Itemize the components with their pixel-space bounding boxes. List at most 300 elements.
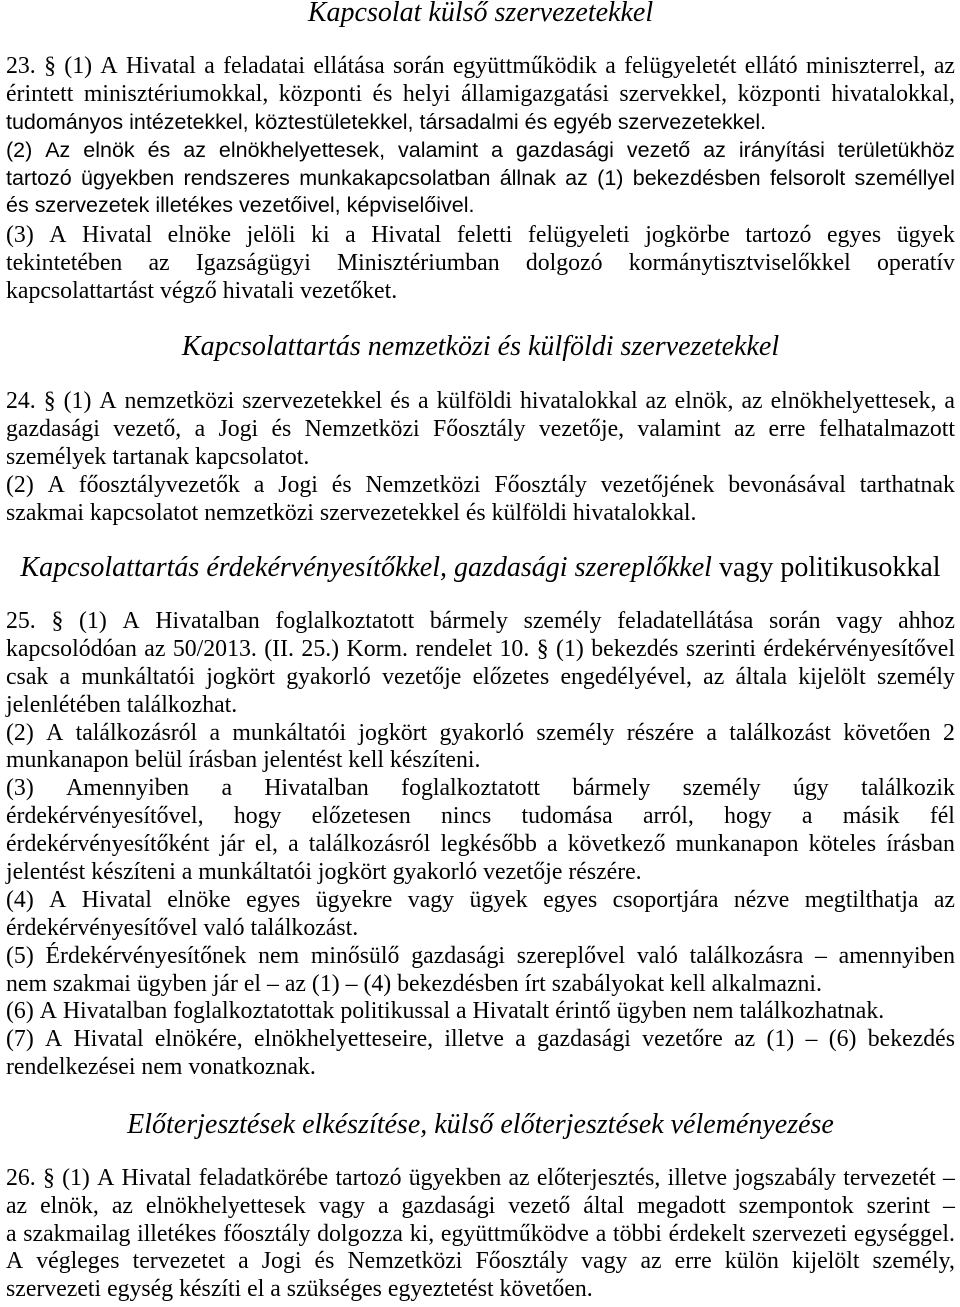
- word: az: [640, 1248, 662, 1275]
- word: együttműködik: [452, 53, 597, 79]
- word: (4): [363, 970, 392, 997]
- word: szerint: [866, 1192, 931, 1219]
- word: Hivatalban: [155, 607, 260, 634]
- section-heading-international: Kapcsolattartás nemzetközi és külföldi szervezetekkel: [181, 331, 780, 363]
- word: tudomása: [521, 803, 613, 830]
- word: miniszterrel,: [805, 53, 926, 79]
- word: külön: [724, 1248, 779, 1275]
- word: és: [524, 109, 548, 134]
- word: Hivatalt: [472, 998, 550, 1025]
- word: valamint: [637, 415, 721, 442]
- paragraph-line: [6, 53, 955, 81]
- word: bármely: [429, 607, 508, 634]
- word: vezetője: [483, 858, 563, 885]
- paragraph-line: [6, 500, 955, 528]
- word: 23.: [6, 53, 36, 79]
- word: Hivatal: [125, 53, 196, 79]
- word: ügyek: [469, 886, 528, 913]
- word: bekezdésben: [397, 970, 519, 997]
- word: szabályokat: [551, 970, 665, 997]
- word: tartozó: [6, 165, 72, 190]
- word: Hivatal: [121, 1164, 192, 1191]
- word: államigazgatási: [460, 80, 609, 107]
- word: Nemzetközi: [347, 1248, 463, 1275]
- word: a: [181, 858, 193, 885]
- word: egyes: [543, 886, 598, 913]
- paragraph-line: [6, 831, 955, 859]
- paragraph-line: [6, 250, 955, 278]
- word: megadott: [637, 1192, 726, 1219]
- word: ügyben: [136, 970, 207, 997]
- word: vezetőivel,: [239, 193, 341, 218]
- word: (5): [6, 942, 34, 969]
- section-heading-lobbying: [6, 553, 955, 583]
- word: amennyiben: [838, 942, 955, 969]
- word: illetékes: [155, 193, 234, 218]
- word: helyi: [402, 80, 451, 107]
- word: szakmai: [52, 970, 131, 997]
- word: (3): [6, 775, 34, 802]
- word: az: [703, 137, 726, 162]
- word: szerinti: [685, 635, 756, 662]
- paragraph-line: [6, 388, 955, 416]
- paragraph-23-3: [6, 222, 955, 306]
- word: munkáltatói: [232, 719, 347, 746]
- word: nem: [258, 942, 300, 969]
- word: úgy: [793, 775, 829, 802]
- word: a: [209, 719, 221, 746]
- word: munkáltatói: [81, 663, 196, 690]
- word: Jogi: [218, 415, 259, 442]
- word: szervezetekkel.: [617, 109, 767, 134]
- word: Korm.: [346, 635, 408, 662]
- word: fél: [929, 803, 955, 830]
- word: szervezetek: [34, 193, 150, 218]
- word: központi: [737, 80, 821, 107]
- paragraph-line: [6, 915, 955, 943]
- word: –: [942, 1192, 955, 1219]
- word: tekintetében: [6, 250, 123, 277]
- word: felügyeletét: [624, 53, 737, 79]
- word: készíti: [179, 1276, 242, 1303]
- word: hogy: [233, 803, 282, 830]
- word: hivatalokkal.: [572, 499, 697, 526]
- word: készíteni.: [389, 747, 481, 774]
- word: vezetőjének: [600, 471, 715, 498]
- word: §: [42, 1164, 55, 1191]
- word: munkáltatói: [198, 858, 312, 885]
- word: írásban: [188, 747, 258, 774]
- word: a: [944, 388, 955, 415]
- word: foglalkoztatott: [401, 775, 540, 802]
- word: előzetes: [472, 663, 550, 690]
- word: való: [203, 914, 245, 941]
- word: elnökhelyettesek,: [218, 137, 386, 162]
- word: érdekérvényesítőként: [6, 831, 210, 858]
- word: kijelölt: [798, 663, 866, 690]
- word: vezetője: [382, 663, 462, 690]
- word: belül: [134, 747, 183, 774]
- word: érdekelt: [668, 1220, 746, 1247]
- word: szervezeti: [752, 1220, 848, 1247]
- word: csak: [6, 663, 49, 690]
- word: főosztály: [223, 1220, 311, 1247]
- word: a: [456, 998, 467, 1025]
- word: gyakorló: [439, 719, 525, 746]
- word: erre: [768, 415, 806, 442]
- word: A: [46, 719, 64, 746]
- word: szakmailag: [23, 1220, 131, 1247]
- paragraph-line: [6, 137, 955, 165]
- word: intézetekkel,: [129, 109, 249, 134]
- paragraph-line: [6, 416, 955, 444]
- paragraph-line: [6, 165, 955, 193]
- word: szükséges: [286, 1276, 382, 1303]
- word: elnök,: [674, 388, 734, 415]
- paragraph-24-2: [6, 472, 955, 528]
- word: Nemzetközi: [304, 415, 420, 442]
- paragraph-line: [6, 692, 955, 720]
- word: találkozásra: [689, 942, 804, 969]
- word: kapcsolattartást: [6, 278, 155, 305]
- word: ügyekben: [408, 1164, 502, 1191]
- word: (2): [6, 471, 34, 498]
- paragraph-line: [6, 1165, 955, 1193]
- word: Főosztály: [432, 415, 526, 442]
- word: Jogi: [261, 1248, 302, 1275]
- section-heading-external: Kapcsolat külső szervezetekkel: [307, 0, 654, 28]
- word: (1): [597, 165, 624, 190]
- word: személy: [682, 775, 761, 802]
- word: §: [536, 635, 549, 662]
- word: vezetője,: [538, 415, 625, 442]
- paragraph-line: [6, 859, 955, 887]
- word: rendelkezései: [6, 1054, 136, 1081]
- word: szervezeti: [6, 1276, 102, 1303]
- word: (2): [6, 719, 34, 746]
- word: (4): [6, 886, 34, 913]
- word: személlyel: [854, 165, 955, 190]
- word: Hivatalban: [264, 775, 369, 802]
- word: személyek: [6, 443, 107, 470]
- word: a: [377, 1192, 389, 1219]
- word: gazdasági: [401, 1192, 496, 1219]
- word: bevonásával: [728, 471, 846, 498]
- word: vezető: [508, 1192, 571, 1219]
- word: (1): [766, 1026, 795, 1053]
- word: ügyben: [616, 998, 687, 1025]
- word: Hivatal: [371, 222, 442, 249]
- word: a: [194, 415, 206, 442]
- word: külföldi: [436, 388, 512, 415]
- word: Hivatalban: [62, 998, 168, 1025]
- word: szervekkel,: [619, 80, 728, 107]
- word: érdekérvényesítővel,: [6, 803, 204, 830]
- word: előzetesen: [311, 803, 411, 830]
- word: elnöke: [167, 886, 231, 913]
- word: a: [706, 719, 717, 746]
- word: a: [595, 1220, 607, 1247]
- word: A: [97, 1164, 115, 1191]
- word: által: [583, 1192, 625, 1219]
- paragraph-25-7: [6, 1026, 955, 1082]
- word: vezető: [626, 137, 691, 162]
- paragraph-25-4: [6, 887, 955, 943]
- word: az: [111, 1192, 133, 1219]
- word: jelentést: [263, 747, 343, 774]
- word: elnökhelyettesek,: [770, 388, 937, 415]
- word: szereplővel: [516, 942, 626, 969]
- word: el: [247, 1276, 265, 1303]
- word: érintett: [6, 80, 74, 107]
- word: központi: [278, 80, 363, 107]
- paragraph-line: [6, 971, 955, 999]
- paragraph-line: [6, 192, 955, 220]
- paragraph-line: [6, 1248, 955, 1276]
- word: gazdasági: [537, 1026, 631, 1053]
- word: ki: [311, 222, 330, 249]
- word: találkozik: [861, 775, 955, 802]
- word: szakmai: [6, 499, 84, 526]
- word: a: [418, 388, 429, 415]
- word: Igazságügyi: [195, 250, 311, 277]
- word: jelöli: [246, 222, 296, 249]
- word: tarthatnak: [859, 471, 955, 498]
- paragraph-line: [6, 472, 955, 500]
- word: érintő: [555, 998, 611, 1025]
- word: Jogi: [278, 471, 318, 498]
- word: köteles: [808, 831, 877, 858]
- word: §: [43, 388, 56, 415]
- word: hogy: [724, 803, 772, 830]
- word: gazdasági: [6, 415, 100, 442]
- word: minősülő: [310, 942, 400, 969]
- section-heading-upright-part: vagy politikusokkal: [718, 551, 941, 583]
- word: A: [99, 388, 117, 415]
- word: kapcsolatot: [89, 499, 199, 526]
- word: részére: [626, 719, 695, 746]
- word: Minisztériumban: [337, 250, 500, 277]
- word: hivatali: [222, 278, 295, 305]
- word: a: [547, 831, 558, 858]
- word: elnök,: [40, 1192, 99, 1219]
- word: elnöke: [167, 222, 232, 249]
- word: vagy: [836, 607, 883, 634]
- word: dolgozó: [525, 250, 603, 277]
- word: személy: [523, 607, 602, 634]
- word: készíteni: [91, 858, 176, 885]
- word: A: [47, 471, 65, 498]
- word: (1): [556, 635, 584, 662]
- word: operatív: [876, 250, 955, 277]
- paragraph-25-3: [6, 775, 955, 887]
- word: tartanak: [112, 443, 190, 470]
- word: az: [6, 1192, 28, 1219]
- paragraph-line: [6, 1054, 955, 1082]
- word: ahhoz: [898, 607, 955, 634]
- word: hivatalokkal: [519, 388, 638, 415]
- word: erre: [674, 1248, 712, 1275]
- word: nincs: [441, 803, 492, 830]
- word: ügyekre: [315, 886, 393, 913]
- word: az: [703, 663, 725, 690]
- word: (1): [64, 53, 93, 79]
- paragraph-25-5: [6, 943, 955, 999]
- word: tervezetet: [132, 1248, 226, 1275]
- word: egyéb: [553, 109, 612, 134]
- word: 24.: [6, 388, 36, 415]
- word: 25.): [301, 635, 340, 662]
- word: csoportjára: [612, 886, 719, 913]
- word: és: [6, 193, 29, 218]
- word: és: [314, 1248, 335, 1275]
- word: elnökhelyettesek: [145, 1192, 306, 1219]
- word: megtilthatja: [804, 886, 919, 913]
- word: alkalmazni.: [711, 970, 822, 997]
- word: bármely: [572, 775, 651, 802]
- word: feladatai: [223, 53, 305, 79]
- word: –: [267, 970, 279, 997]
- word: köztestületekkel,: [254, 109, 414, 134]
- word: az: [933, 886, 955, 913]
- word: a: [490, 137, 503, 162]
- paragraph-line: [6, 1221, 955, 1249]
- section-heading-drafts: Előterjesztések elkészítése, külső előterjesztések véleményezése: [127, 1108, 834, 1140]
- paragraph-line: [6, 1276, 955, 1304]
- paragraph-line: [6, 1193, 955, 1221]
- word: végleges: [36, 1248, 120, 1275]
- section-heading-italic-part: Kapcsolattartás érdekérvényesítőkkel, gazdasági szereplőkkel: [20, 551, 712, 583]
- word: az: [565, 165, 588, 190]
- word: követően: [843, 719, 931, 746]
- word: jelenlétében: [6, 691, 121, 718]
- word: felügyeleti: [527, 222, 630, 249]
- word: munkakapcsolatban: [299, 165, 491, 190]
- word: A: [39, 998, 57, 1025]
- word: jár: [212, 970, 238, 997]
- word: az: [183, 137, 206, 162]
- word: ki,: [409, 1220, 435, 1247]
- word: gazdasági: [411, 942, 506, 969]
- word: vezető,: [113, 415, 182, 442]
- word: találkozást.: [250, 914, 359, 941]
- word: felsorolt: [769, 165, 846, 190]
- word: egyes: [826, 222, 882, 249]
- word: A: [49, 222, 67, 249]
- word: kapcsolódóan: [6, 635, 137, 662]
- paragraph-line: [6, 109, 955, 137]
- word: kapcsolatot.: [194, 443, 310, 470]
- word: –: [942, 1164, 955, 1191]
- word: nemzetközi: [204, 499, 314, 526]
- word: ügyekben: [81, 165, 175, 190]
- paragraph-line: [6, 747, 955, 775]
- paragraph-line: [6, 887, 955, 915]
- word: az: [284, 970, 306, 997]
- word: vezetőre: [642, 1026, 723, 1053]
- word: vonatkoznak.: [188, 1054, 316, 1081]
- word: (II.: [264, 635, 294, 662]
- word: (1): [311, 970, 340, 997]
- word: engedélyével,: [560, 663, 692, 690]
- paragraph-25-2: [6, 720, 955, 776]
- word: tudományos: [6, 109, 124, 134]
- word: munkanapon: [6, 747, 129, 774]
- word: során: [392, 53, 445, 79]
- word: találkozhat.: [126, 691, 238, 718]
- word: találkozást: [729, 719, 832, 746]
- word: 50/2013.: [172, 635, 257, 662]
- paragraph-line: [6, 608, 955, 636]
- word: írt: [524, 970, 546, 997]
- word: személy,: [872, 1248, 955, 1275]
- word: rendszeres: [183, 165, 290, 190]
- word: érdekérvényesítővel: [763, 635, 955, 662]
- word: és: [372, 80, 393, 107]
- word: (3): [6, 222, 34, 249]
- word: találkozásról: [308, 831, 431, 858]
- word: A: [49, 886, 67, 913]
- word: feladatellátása: [617, 607, 754, 634]
- word: a: [6, 1220, 17, 1247]
- word: az: [144, 635, 166, 662]
- word: többi: [613, 1220, 662, 1247]
- paragraph-25-1: [6, 608, 955, 720]
- word: az: [148, 250, 170, 277]
- word: hivatalokkal,: [831, 80, 955, 107]
- word: területükhöz: [837, 137, 955, 162]
- word: dolgozza: [317, 1220, 403, 1247]
- word: végző: [159, 278, 217, 305]
- word: A: [6, 1248, 24, 1275]
- word: 25.: [6, 607, 36, 634]
- word: jár: [219, 831, 245, 858]
- word: Az: [45, 137, 71, 162]
- word: Hivatal: [81, 886, 152, 913]
- word: személy: [536, 719, 615, 746]
- word: Főosztály: [475, 1248, 569, 1275]
- word: Nemzetközi: [365, 471, 481, 498]
- document-content: [6, 0, 955, 1304]
- word: 26.: [6, 1164, 36, 1191]
- word: (1): [62, 1164, 90, 1191]
- word: Főosztály: [494, 471, 587, 498]
- word: –: [815, 942, 827, 969]
- word: a: [801, 803, 813, 830]
- word: vagy: [318, 1192, 366, 1219]
- word: másik: [842, 803, 900, 830]
- word: elnökhelyetteseire,: [254, 1026, 434, 1053]
- word: Amennyiben: [66, 775, 190, 802]
- word: minisztériumokkal,: [83, 80, 269, 107]
- word: tartozó: [335, 1164, 402, 1191]
- word: jogkört: [206, 663, 275, 690]
- paragraph-line: [6, 636, 955, 664]
- word: jogkört: [317, 858, 387, 885]
- word: a: [238, 1248, 249, 1275]
- word: az: [741, 388, 763, 415]
- word: nézve: [733, 886, 790, 913]
- word: (6): [6, 998, 34, 1025]
- word: arról,: [642, 803, 694, 830]
- word: állnak: [499, 165, 556, 190]
- word: a: [345, 222, 356, 249]
- word: és: [390, 388, 411, 415]
- word: legkésőbb: [440, 831, 537, 858]
- word: jelentést: [6, 858, 86, 885]
- word: és: [331, 471, 352, 498]
- word: elnök: [83, 137, 135, 162]
